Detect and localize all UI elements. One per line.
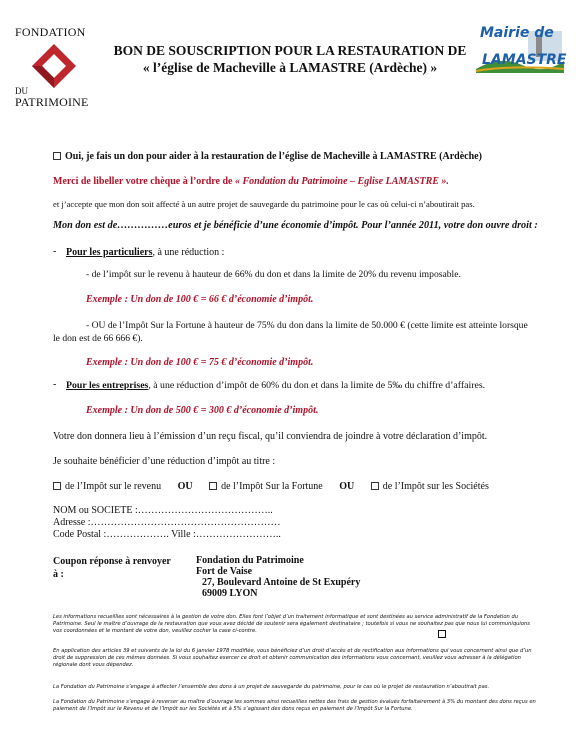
coupon-address-line-2: Fort de Vaise: [196, 566, 253, 577]
ir-line: - de l’impôt sur le revenu à hauteur de 66% du don et dans la limite de 20% du revenu imposable.: [86, 269, 461, 280]
fondation-logo-text-top: FONDATION: [15, 25, 86, 39]
fondation-logo: [13, 25, 93, 109]
title-line-1: BON DE SOUSCRIPTION POUR LA RESTAURATION DE: [113, 43, 467, 58]
option-isf-label: de l’Impôt Sur la Fortune: [221, 481, 323, 492]
fondation-logo-text-du: DU: [15, 86, 28, 96]
oui-checkbox[interactable]: [53, 152, 61, 160]
cheque-line: [53, 175, 553, 188]
coupon-address-line-3: 27, Boulevard Antoine de St Exupéry: [202, 577, 361, 588]
souhaite-line: Je souhaite bénéficier d’une réduction d’impôt au titre :: [53, 456, 276, 467]
tax-options: [53, 480, 573, 493]
dash-entreprises: -: [53, 379, 57, 390]
option-isf-checkbox[interactable]: [209, 482, 217, 490]
isf-line: - OU de l’Impôt Sur la Fortune à hauteur de 75% du don dans la limite de 50.000 € (cette limite est atteinte lorsque le don est de 66 666 €).: [53, 320, 528, 344]
ou-separator-2: OU: [339, 481, 355, 492]
nom-field[interactable]: NOM ou SOCIETE :…………………………………..: [53, 505, 273, 516]
dash-particuliers: -: [53, 246, 57, 257]
oui-line: [53, 150, 553, 163]
option-is-checkbox[interactable]: [371, 482, 379, 490]
ou-separator-1: OU: [177, 481, 193, 492]
don-line: Mon don est de……………euros et je bénéficie d’une économie d’impôt. Pour l’année 2011, votre don ouvre droit :: [53, 220, 538, 231]
footer-paragraph-3: La Fondation du Patrimoine s’engage à affecter l’ensemble des dons à un projet de sauvegarde du patrimoine, pour le cas où le projet de restauration n’aboutirait pas.: [53, 684, 490, 690]
cheque-prefix: Merci de libeller votre chèque à l’ordre de: [53, 176, 235, 187]
option-ir-label: de l’Impôt sur le revenu: [65, 481, 162, 492]
fondation-logo-text-bottom: PATRIMOINE: [15, 95, 89, 109]
coupon-label: Coupon réponse à renvoyer à :: [53, 556, 171, 580]
fondation-diamond-icon: [30, 42, 78, 90]
particuliers-line: [66, 246, 566, 259]
particuliers-rest: , à une réduction :: [152, 247, 225, 258]
footer-paragraph-1: Les informations recueillies sont nécessaires à la gestion de votre don. Elles font l’objet d’un traitement informatique et sont destinées au service administratif de la Fondation du Patrimoine. Seul le maître d’ouvrage de la restauration que vous avez décidé de soutenir sera également destinataire ; toutefois si vous ne souhaitez pas que nous lui communiquions vos coordonnées et le montant de votre don, veuillez cocher la case ci-contre.: [53, 614, 530, 635]
example-1: Exemple : Un don de 100 € = 66 € d’économie d’impôt.: [86, 294, 314, 305]
code-postal-field[interactable]: Code Postal :………………. Ville :……………………..: [53, 529, 281, 540]
mairie-logo-text-bottom: LAMASTRE: [482, 52, 567, 68]
coupon-address-line-4: 69009 LYON: [202, 588, 258, 599]
coupon-address-line-1: Fondation du Patrimoine: [196, 555, 304, 566]
contact-fields: [53, 505, 553, 541]
accept-line: et j’accepte que mon don soit affecté à un autre projet de sauvegarde du patrimoine pour le cas où celui-ci n’aboutirait pas.: [53, 199, 475, 209]
example-2: Exemple : Un don de 100 € = 75 € d’économie d’impôt.: [86, 357, 314, 368]
example-3: Exemple : Un don de 500 € = 300 € d’économie d’impôt.: [86, 405, 319, 416]
oui-text: Oui, je fais un don pour aider à la restauration de l’église de Macheville à LAMASTRE (Ardèche): [65, 151, 482, 162]
recu-line: Votre don donnera lieu à l’émission d’un reçu fiscal, qu’il conviendra de joindre à votre déclaration d’impôt.: [53, 431, 488, 442]
entreprises-line: [66, 379, 546, 392]
coupon-address: [172, 555, 360, 599]
mairie-logo-text-top: Mairie de: [480, 25, 554, 41]
cheque-order: « Fondation du Patrimoine – Eglise LAMASTRE ».: [235, 176, 449, 187]
mairie-logo: [470, 25, 570, 85]
option-ir-checkbox[interactable]: [53, 482, 61, 490]
footer-paragraph-2: En application des articles 39 et suivants de la loi du 6 janvier 1978 modifiée, vous bénéficiez d’un droit d’accès et de rectification aux informations qui vous concernent ainsi que d’un droit de suppression de ces mêmes données. Si vous souhaitez exercer ce droit et obtenir communication des informations vous concernant, veuillez vous adresser à la délégation régionale dont vous dépendez.: [53, 648, 532, 669]
title-line-2: « l’église de Macheville à LAMASTRE (Ardèche) »: [142, 60, 438, 75]
opt-out-checkbox[interactable]: [438, 630, 446, 638]
entreprises-rest: , à une réduction d’impôt de 60% du don et dans la limite de 5‰ du chiffre d’affaires.: [148, 380, 486, 391]
option-is-label: de l’Impôt sur les Sociétés: [382, 481, 489, 492]
particuliers-label: Pour les particuliers: [66, 247, 153, 258]
adresse-field[interactable]: Adresse :…………………………………………………: [53, 517, 281, 528]
footer-paragraph-4: La Fondation du Patrimoine s’engage à reverser au maître d’ouvrage les sommes ainsi recueillies nettes des frais de gestion évalués forfaitairement à 3% du montant des dons reçus en paiement de l’Impôt sur le Revenu et de l’Impôt sur les Sociétés et à 5% s’agissant des dons reçus en paiement de l’Impôt Sur la Fortune.: [53, 699, 536, 713]
entreprises-label: Pour les entreprises: [66, 380, 149, 391]
document-title: [100, 42, 480, 76]
